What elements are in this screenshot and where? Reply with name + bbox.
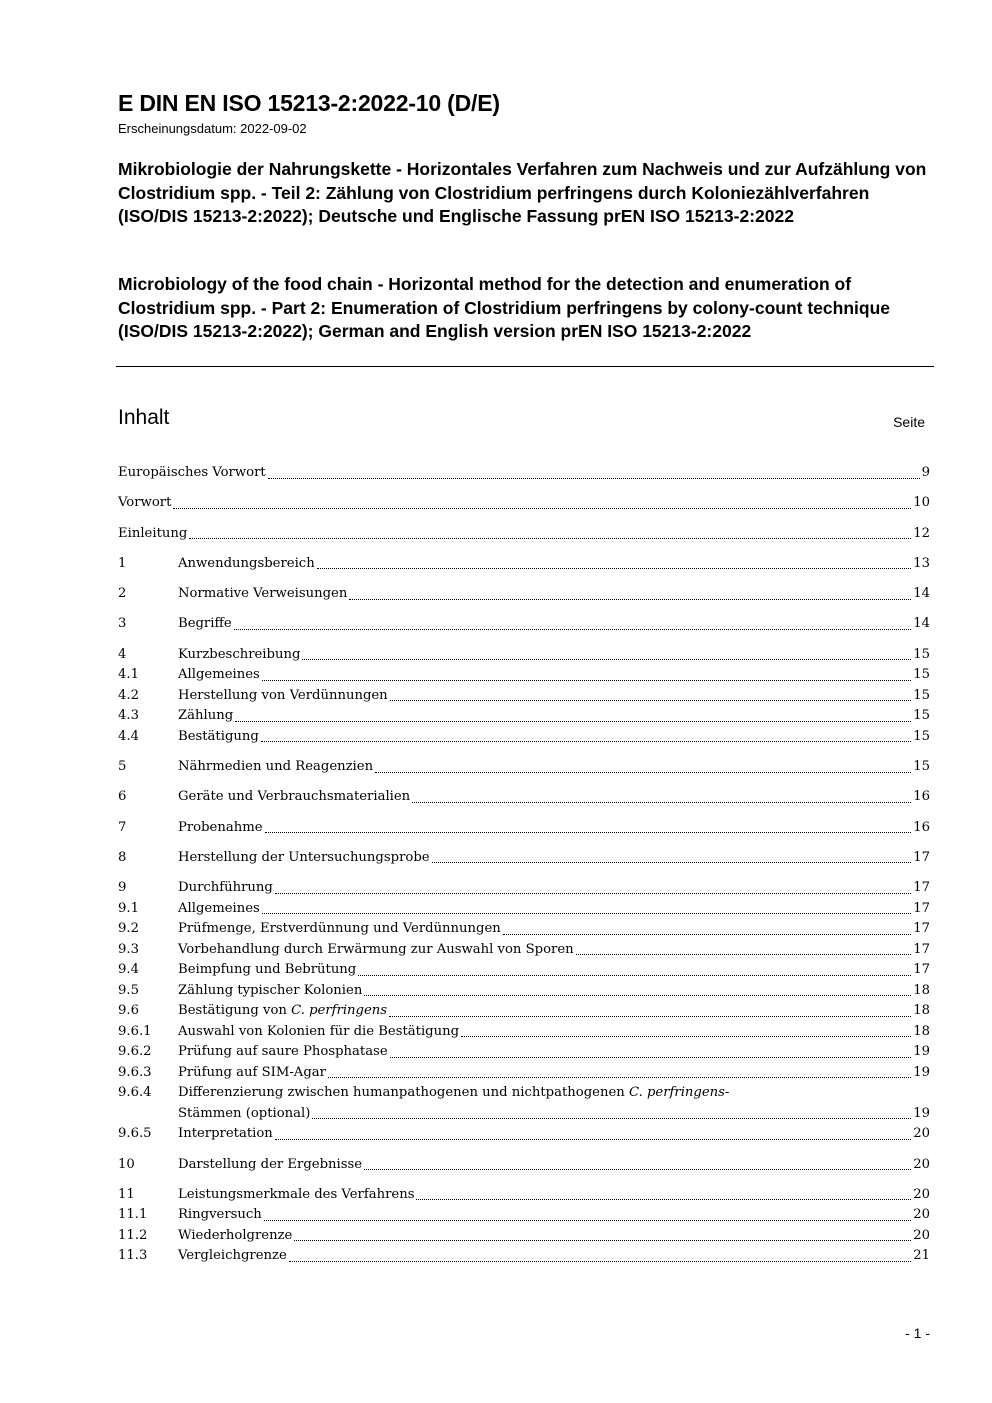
toc-entry-label: Leistungsmerkmale des Verfahrens [178,1186,415,1202]
document-id: E DIN EN ISO 15213-2:2022-10 (D/E) [118,90,500,116]
toc-entry[interactable] [118,706,930,727]
toc-entry-page: 20 [913,1227,930,1243]
toc-leader-dots [264,1220,911,1221]
toc-entry-label: Herstellung der Untersuchungsprobe [178,849,430,865]
toc-leader-dots [390,700,912,701]
toc-leader-dots [390,1057,912,1058]
toc-entry-page: 21 [913,1248,930,1264]
toc-entry-page: 15 [913,708,930,724]
toc-entry-label: Ringversuch [178,1207,262,1223]
toc-entry-number: 11.2 [118,1227,148,1243]
toc-leader-dots [503,934,911,935]
toc-entry-number: 4.2 [118,687,139,703]
toc-entry-number: 9.6.1 [118,1023,152,1039]
toc-entry-page: 10 [913,495,930,511]
toc-entry[interactable] [118,524,930,545]
toc-entry[interactable] [118,1063,930,1084]
toc-entry[interactable] [118,960,930,981]
toc-entry-number: 9.6 [118,1003,139,1019]
toc-entry-label-continued: Stämmen (optional) [178,1105,311,1121]
toc-leader-dots [432,862,912,863]
toc-entry-page: 13 [913,555,930,571]
toc-entry-page: 12 [913,525,930,541]
toc-entry-label: Nährmedien und Reagenzien [178,759,374,775]
toc-entry-page: 15 [913,646,930,662]
toc-entry-label: Durchführung [178,880,273,896]
toc-entry-page: 15 [913,728,930,744]
toc-entry-label-italic: C. perfringens [291,1003,388,1019]
table-of-contents [118,463,930,1267]
toc-entry-label: Prüfmenge, Erstverdünnung und Verdünnungen [178,921,501,937]
toc-entry-label: Zählung typischer Kolonien [178,982,363,998]
toc-entry-number: 3 [118,616,127,632]
toc-leader-dots [261,741,911,742]
toc-entry-number: 1 [118,555,127,571]
toc-leader-dots [265,832,912,833]
toc-entry[interactable] [118,463,930,484]
toc-entry-number: 4.4 [118,728,139,744]
toc-entry-label: Darstellung der Ergebnisse [178,1156,363,1172]
toc-entry-number: 4.3 [118,708,139,724]
toc-entry-page: 17 [913,921,930,937]
toc-entry-page: 20 [913,1156,930,1172]
toc-entry-number: 9.3 [118,941,139,957]
toc-entry-label: Europäisches Vorwort [118,465,266,480]
toc-entry-label: Beimpfung und Bebrütung [178,962,357,978]
toc-entry-number: 9.6.4 [118,1085,152,1101]
toc-entry-label: Kurzbeschreibung [178,646,301,662]
page-number: - 1 - [905,1325,930,1341]
toc-entry-label: Wiederholgrenze [178,1227,293,1243]
toc-entry-page: 17 [913,880,930,896]
toc-leader-dots [358,975,911,976]
toc-entry-page: 17 [913,941,930,957]
toc-leader-dots [389,1016,911,1017]
toc-entry-number: 9.5 [118,982,139,998]
toc-entry-label: Bestätigung von [178,1003,287,1019]
toc-entry[interactable] [118,1205,930,1226]
toc-entry[interactable] [118,878,930,899]
toc-entry[interactable] [118,1185,930,1206]
toc-entry-label: Normative Verweisungen [178,586,348,602]
toc-leader-dots [364,995,911,996]
toc-leader-dots [461,1036,911,1037]
toc-leader-dots [173,508,911,509]
toc-entry[interactable] [118,899,930,920]
toc-entry[interactable] [118,1226,930,1247]
toc-entry-label: Allgemeines [178,900,260,916]
toc-entry-page: 20 [913,1126,930,1142]
toc-entry-page: 17 [913,900,930,916]
toc-leader-dots [294,1240,911,1241]
toc-entry[interactable] [118,940,930,961]
toc-entry-page: 17 [913,962,930,978]
toc-entry[interactable] [118,787,930,808]
toc-entry[interactable] [118,584,930,605]
toc-leader-dots [416,1199,911,1200]
toc-leader-dots [364,1169,911,1170]
toc-entry-page: 17 [913,849,930,865]
toc-entry-number: 9.6.5 [118,1126,152,1142]
toc-entry-page: 15 [913,759,930,775]
toc-entry-number: 11 [118,1186,135,1202]
toc-leader-dots [275,893,911,894]
toc-entry-label-italic: C. perfringens- [628,1085,730,1101]
publication-date: Erscheinungsdatum: 2022-09-02 [118,121,307,136]
toc-entry[interactable] [118,686,930,707]
toc-entry-number: 9.6.3 [118,1064,152,1080]
toc-entry-page: 18 [913,982,930,998]
toc-leader-dots [375,772,911,773]
toc-entry[interactable] [118,848,930,869]
toc-entry-label: Vorwort [118,495,172,511]
toc-leader-dots [268,478,920,479]
toc-leader-dots [262,680,911,681]
toc-entry-number: 11.1 [118,1207,148,1223]
toc-entry-label: Begriffe [178,616,232,632]
toc-leader-dots [302,659,911,660]
toc-entry-page: 14 [913,586,930,602]
toc-entry-page: 16 [913,789,930,805]
toc-leader-dots [328,1077,911,1078]
toc-entry[interactable] [118,665,930,686]
toc-leader-dots [312,1118,911,1119]
toc-leader-dots [576,954,912,955]
toc-entry[interactable] [118,981,930,1002]
toc-leader-dots [317,568,912,569]
toc-entry-number: 9.2 [118,921,139,937]
toc-entry[interactable] [118,1022,930,1043]
toc-heading: Inhalt [118,406,170,429]
toc-entry-number: 4.1 [118,667,139,683]
toc-entry-label: Einleitung [118,525,188,541]
toc-entry-number: 11.3 [118,1248,148,1264]
toc-entry-number: 8 [118,849,127,865]
toc-page-column-label: Seite [893,414,925,430]
toc-entry[interactable] [118,919,930,940]
toc-entry-number: 9 [118,880,127,896]
toc-entry[interactable] [118,1083,930,1124]
toc-entry-label: Prüfung auf saure Phosphatase [178,1044,388,1060]
toc-entry-label: Probenahme [178,819,263,835]
toc-entry-number: 9.4 [118,962,139,978]
title-english: Microbiology of the food chain - Horizontal method for the detection and enumeration of Clostridium spp. - Part 2: Enumeration of Clostridium perfringens by colony-count technique (ISO/DIS 15213-2:2022); German and English version prEN ISO 15213-2:2022 [118,274,890,341]
toc-entry-page: 20 [913,1186,930,1202]
toc-entry-label: Herstellung von Verdünnungen [178,687,388,703]
toc-entry-label: Anwendungsbereich [178,555,315,571]
title-german: Mikrobiologie der Nahrungskette - Horizontales Verfahren zum Nachweis und zur Aufzählung von Clostridium spp. - Teil 2: Zählung von Clostridium perfringens durch Koloniezählverfahren (ISO/DIS 15213-2:2022); Deutsche und Englische Fassung prEN ISO 15213-2:2022 [118,159,927,226]
toc-leader-dots [189,538,911,539]
toc-entry[interactable] [118,757,930,778]
toc-entry[interactable] [118,493,930,514]
toc-entry-number: 9.1 [118,900,139,916]
toc-entry-page: 15 [913,667,930,683]
toc-entry-label: Vergleichgrenze [178,1248,287,1264]
toc-leader-dots [289,1261,911,1262]
toc-leader-dots [262,913,911,914]
toc-entry-page: 19 [913,1064,930,1080]
toc-entry[interactable] [118,554,930,575]
toc-entry[interactable] [118,1246,930,1267]
toc-entry-number: 10 [118,1156,135,1172]
toc-entry-number: 4 [118,646,127,662]
toc-entry-label: Prüfung auf SIM-Agar [178,1064,326,1080]
toc-entry-page: 18 [913,1003,930,1019]
toc-entry-page: 15 [913,687,930,703]
toc-entry[interactable] [118,1124,930,1145]
toc-entry-page: 18 [913,1023,930,1039]
toc-entry-number: 7 [118,819,127,835]
toc-entry-label: Allgemeines [178,667,260,683]
toc-leader-dots [275,1139,911,1140]
toc-entry-page: 19 [913,1105,930,1121]
toc-entry-number: 5 [118,759,127,775]
toc-entry-page: 19 [913,1044,930,1060]
toc-leader-dots [235,721,911,722]
toc-entry-number: 2 [118,586,127,602]
toc-leader-dots [412,802,911,803]
toc-entry-label: Differenzierung zwischen humanpathogenen und nichtpathogenen [178,1085,625,1101]
toc-entry-label: Vorbehandlung durch Erwärmung zur Auswahl von Sporen [178,941,574,957]
toc-entry[interactable] [118,818,930,839]
toc-entry-label: Auswahl von Kolonien für die Bestätigung [178,1023,460,1039]
toc-entry[interactable] [118,614,930,635]
toc-entry-number: 6 [118,789,127,805]
toc-entry[interactable] [118,1042,930,1063]
toc-leader-dots [349,599,911,600]
toc-entry-number: 9.6.2 [118,1044,152,1060]
toc-entry[interactable] [118,1001,930,1022]
toc-entry-label: Zählung [178,708,234,724]
toc-entry-page: 16 [913,819,930,835]
toc-entry-label: Interpretation [178,1126,273,1142]
toc-entry-label: Bestätigung [178,728,259,744]
toc-entry[interactable] [118,1155,930,1176]
toc-entry-page: 9 [921,465,930,480]
toc-entry-page: 14 [913,616,930,632]
toc-leader-dots [234,629,912,630]
title-divider [116,366,934,367]
toc-entry-page: 20 [913,1207,930,1223]
toc-entry[interactable] [118,645,930,666]
toc-entry-label: Geräte und Verbrauchsmaterialien [178,789,411,805]
toc-entry[interactable] [118,727,930,748]
